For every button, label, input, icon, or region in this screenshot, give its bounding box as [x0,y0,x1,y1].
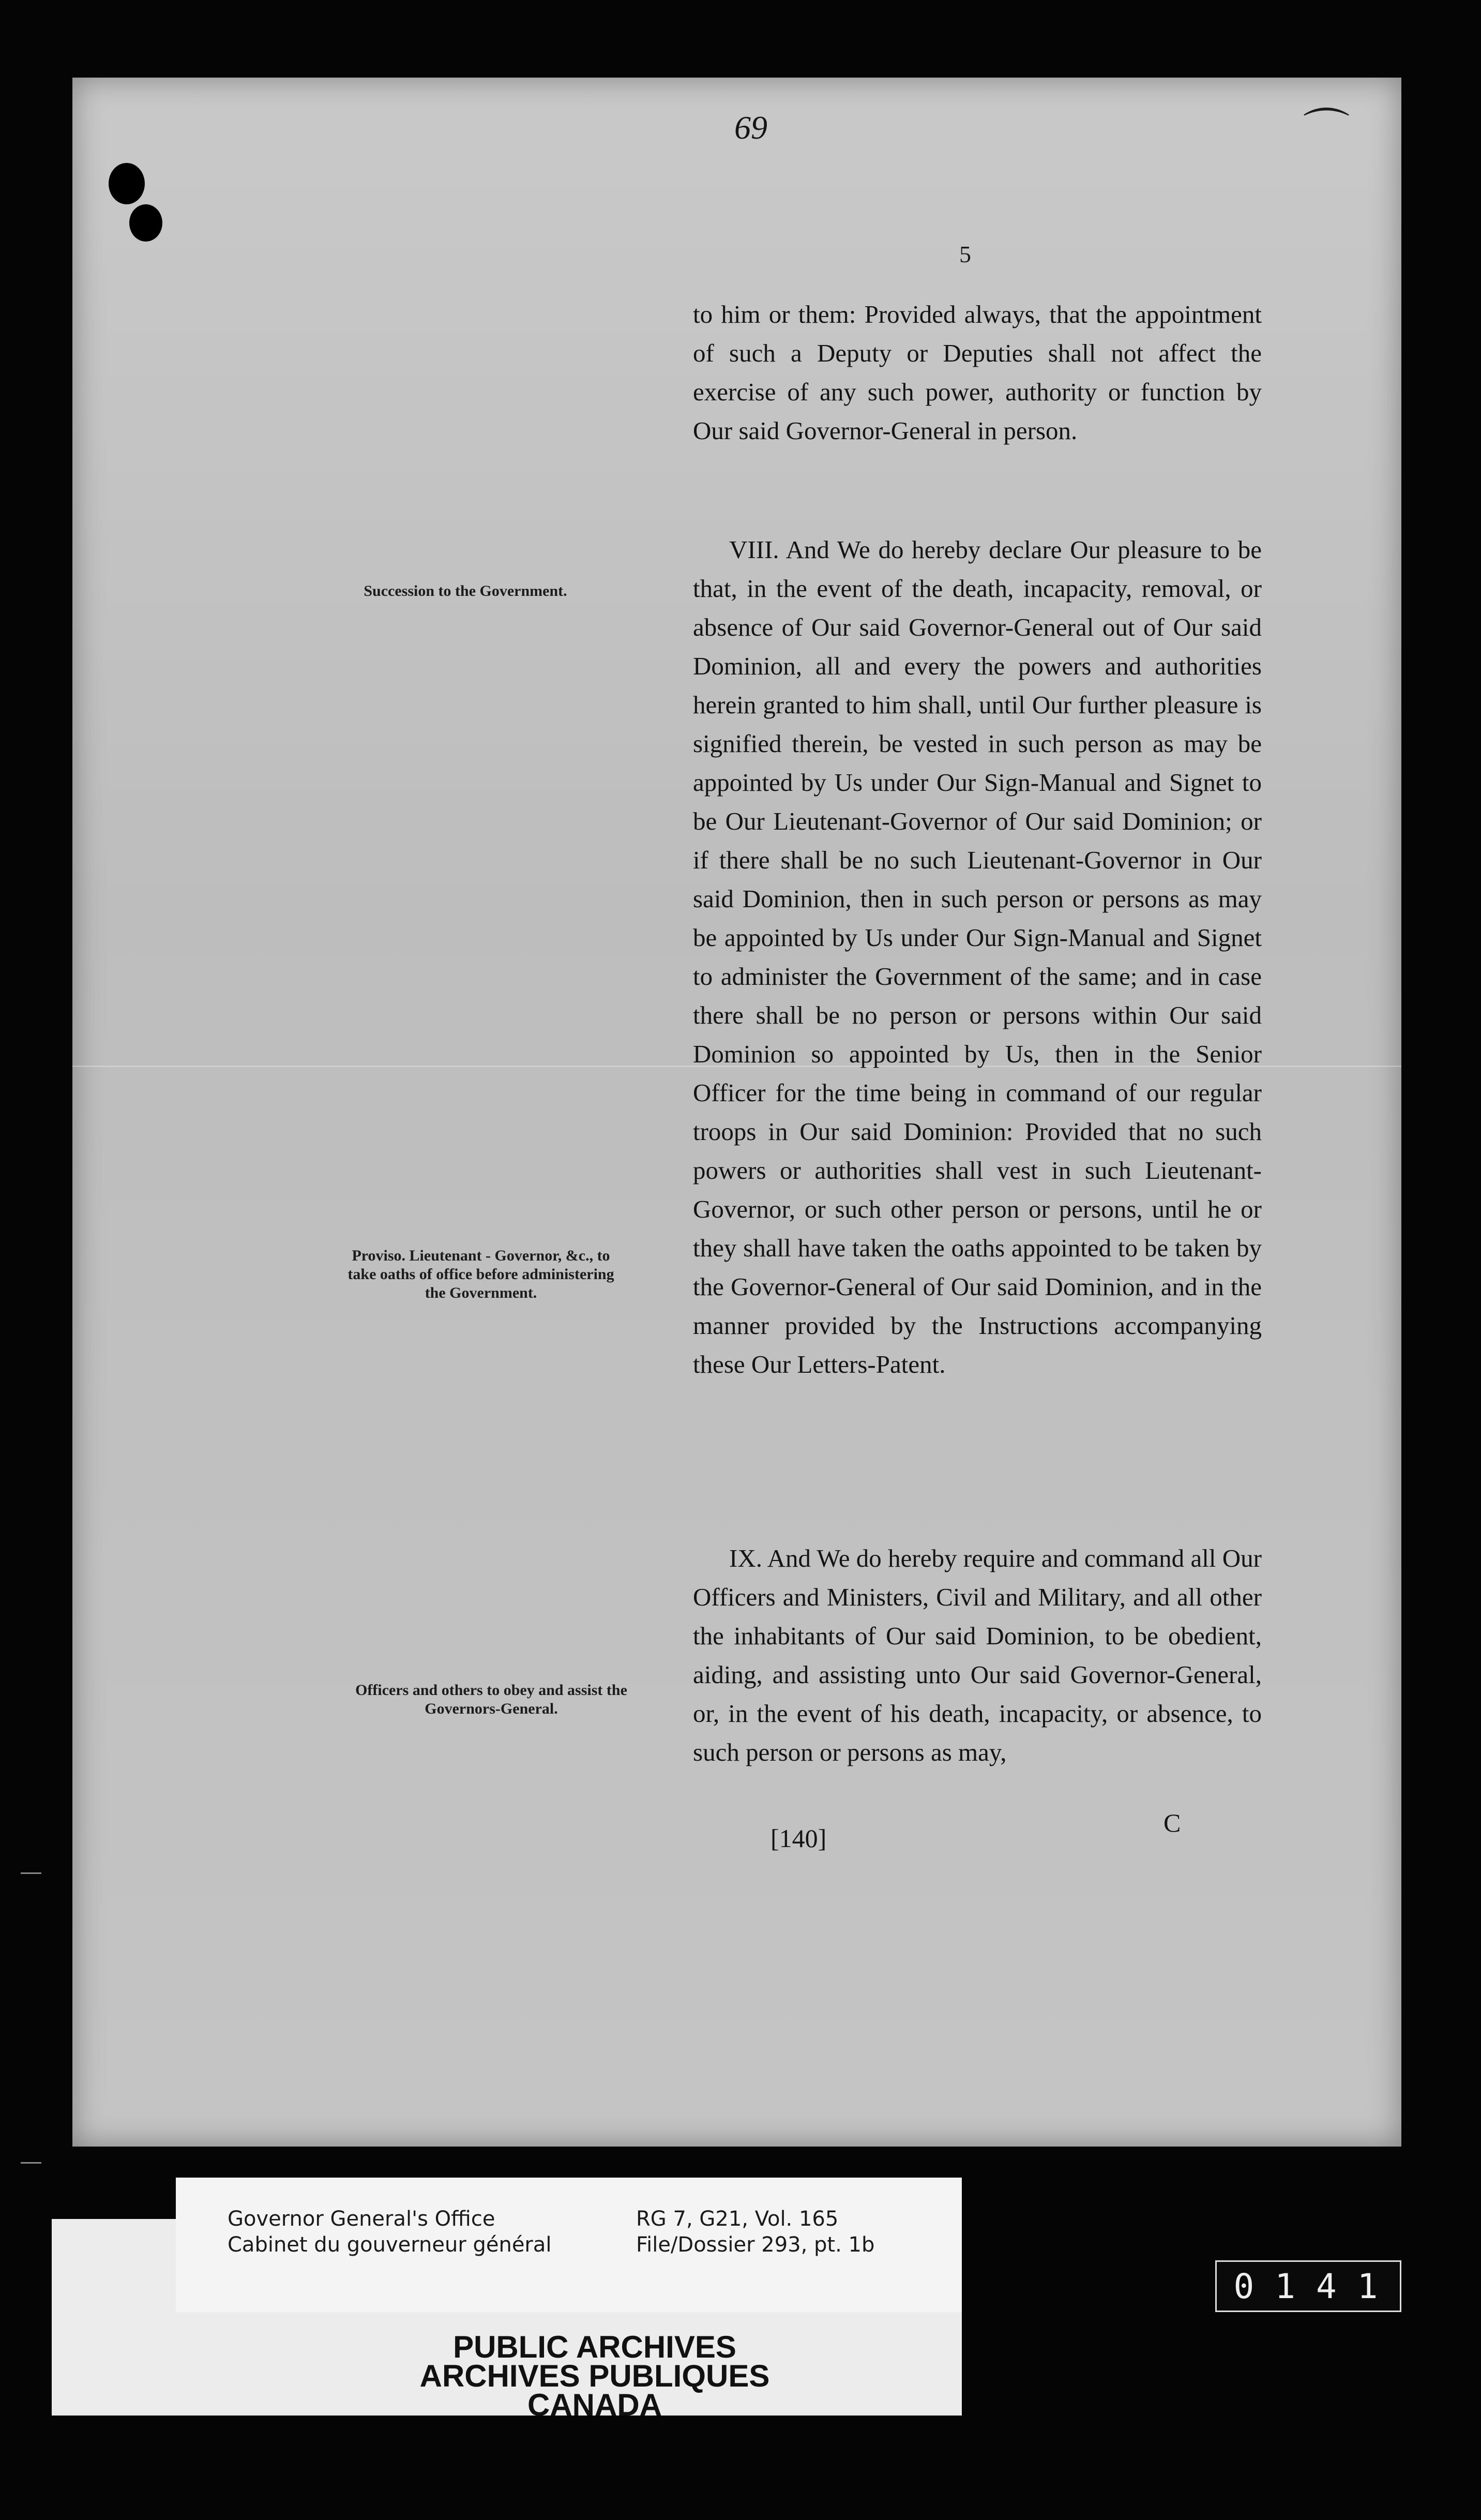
signature-mark: [140] [770,1824,827,1853]
punch-hole-bottom [129,204,162,242]
margin-note-officers: Officers and others to obey and assist the Governors-General. [355,1682,627,1717]
public-archives-stamp [290,2330,900,2422]
microfilm-frame-number: 0141 [1215,2260,1401,2312]
signature-letter: C [1163,1808,1181,1837]
file-reference: File/Dossier 293, pt. 1b [636,2233,875,2257]
archives-line-english: PUBLIC ARCHIVES [453,2330,736,2364]
office-french: Cabinet du gouverneur général [228,2233,552,2257]
paragraph-viii: VIII. And We do hereby declare Our pleasure to be that, in the event of the death, incapacity, removal, or absence of Our said Governor-General out of Our said Dominion, all and every the powers and authorities herein granted to him shall, until Our further pleasure is signified therein, be vested in such person as may be appointed by Us under Our Sign-Manual and Signet to be Our Lieutenant-Governor of Our said Dominion; or if there shall be no such Lieutenant-Governor in Our said Dominion, then in such person or persons as may be appointed by Us under Our Sign-Manual and Signet to administer the Government of the same; and in case there shall be no person or persons within Our said Dominion so appointed by Us, then in the Senior Officer for the time being in command of our regular troops in Our said Dominion: Provided that no such powers or authorities shall vest in such Lieutenant-Governor, or such other person or persons, until he or they shall have taken the oaths appointed to be taken by the Governor-General of Our said Dominion, and in the manner provided by the Instructions accompanying these Our Letters-Patent. [693,535,1262,1378]
archives-line-country: CANADA [527,2388,662,2422]
page-number: 5 [959,241,971,267]
handwritten-folio-number: 69 [734,109,767,146]
corner-pencil-mark-icon: ⌒ [1303,106,1350,157]
archives-line-french: ARCHIVES PUBLIQUES [419,2359,770,2393]
edge-tick-mark [21,1872,41,1874]
record-group-reference: RG 7, G21, Vol. 165 [636,2207,839,2231]
margin-note-succession: Succession to the Government. [364,582,567,599]
edge-tick-mark [21,2162,41,2164]
paragraph-ix: IX. And We do hereby require and command all Our Officers and Ministers, Civil and Military, and all other the inhabitants of Our said Dominion, to be obedient, aiding, and assisting unto Our said Governor-General, or, in the event of his death, incapacity, or absence, to such person or persons as may, [693,1544,1262,1766]
punch-hole-top [109,163,145,204]
margin-note-proviso: Proviso. Lieutenant - Governor, &c., to take oaths of office before administering the Government. [347,1247,614,1301]
office-english: Governor General's Office [228,2207,495,2231]
paragraph-continuation: to him or them: Provided always, that the appointment of such a Deputy or Deputies shall not affect the exercise of any such power, authority or function by Our said Governor-General in person. [693,300,1262,445]
